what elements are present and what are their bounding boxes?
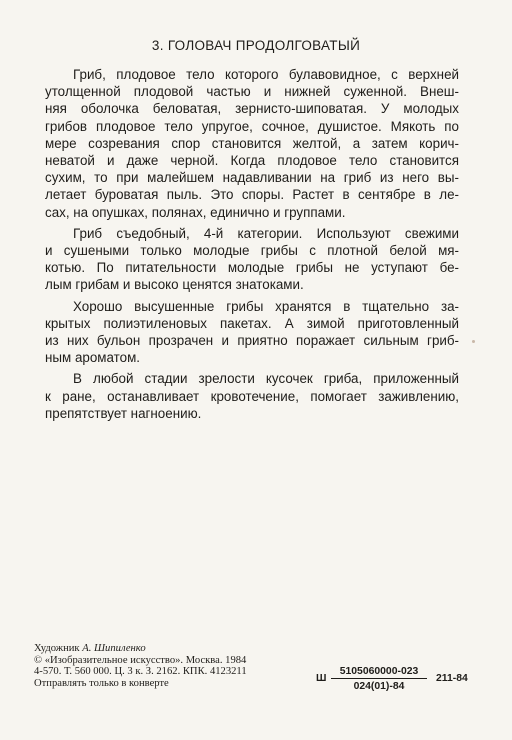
text-line: к ране, останавливает кровотечение, помогает заживлению, bbox=[45, 388, 459, 404]
article-body bbox=[45, 66, 459, 426]
text-line: летает буроватая пыль. Это споры. Растет в сентябре в ле- bbox=[45, 187, 459, 203]
imprint bbox=[34, 643, 247, 689]
paragraph-2 bbox=[45, 225, 459, 294]
code-fraction bbox=[331, 666, 427, 693]
code-denominator: 024(01)-84 bbox=[353, 681, 405, 692]
text-line: грибов плодовое тело упругое, сочное, душистое. Мякоть по bbox=[45, 118, 459, 134]
text-line: ным ароматом. bbox=[45, 350, 141, 366]
paragraph-3 bbox=[45, 298, 459, 367]
text-line: котью. По питательности молодые грибы не уступают бе- bbox=[45, 260, 459, 276]
mailing-note: Отправлять только в конверте bbox=[34, 677, 169, 689]
print-info: 4-570. Т. 560 000. Ц. 3 к. З. 2162. КПК. 4123211 bbox=[34, 666, 247, 678]
artist-credit bbox=[34, 643, 247, 655]
text-line: сах, на опушках, полянах, единично и группами. bbox=[45, 204, 346, 220]
text-line: В любой стадии зрелости кусочек гриба, приложенный bbox=[73, 371, 459, 387]
text-line: Гриб съедобный, 4-й категории. Используют свежими bbox=[73, 225, 459, 241]
artist-prefix: Художник bbox=[34, 643, 83, 654]
code-numerator: 5105060000-023 bbox=[331, 666, 427, 679]
text-line: лым грибам и высоко ценятся знатоками. bbox=[45, 277, 304, 293]
code-suffix: 211-84 bbox=[436, 673, 468, 684]
text-line: и сушеными только молодые грибы с плотной белой мя- bbox=[45, 243, 459, 259]
text-line: из них бульон прозрачен и приятно поражает сильным гриб- bbox=[45, 333, 459, 349]
text-line: Хорошо высушенные грибы хранятся в тщательно за- bbox=[73, 298, 459, 314]
text-line: няя оболочка беловатая, зернисто-шиповатая. У молодых bbox=[45, 101, 459, 117]
paper-speck bbox=[472, 340, 475, 343]
publisher-line: © «Изобразительное искусство». Москва. 1984 bbox=[34, 654, 247, 666]
artist-name: А. Шипиленко bbox=[82, 643, 146, 654]
text-line: сухим, то при малейшем надавливании на гриб из него вы- bbox=[45, 170, 459, 186]
paragraph-1 bbox=[45, 66, 459, 221]
page-title: 3. ГОЛОВАЧ ПРОДОЛГОВАТЫЙ bbox=[151, 38, 361, 53]
text-line: мере созревания спор становится желтой, а затем корич- bbox=[45, 135, 459, 151]
text-line: неватой и даже черной. Когда плодовое тело становится bbox=[45, 153, 459, 169]
text-line: препятствует нагноению. bbox=[45, 405, 202, 421]
code-letter: Ш bbox=[316, 673, 327, 684]
paragraph-4 bbox=[45, 370, 459, 422]
text-line: крытых полиэтиленовых пакетах. А зимой приготовленный bbox=[45, 315, 459, 331]
text-line: утолщенной плодовой частью и нижней суженной. Внеш- bbox=[45, 84, 459, 100]
text-line: Гриб, плодовое тело которого булавовидное, с верхней bbox=[73, 67, 459, 82]
